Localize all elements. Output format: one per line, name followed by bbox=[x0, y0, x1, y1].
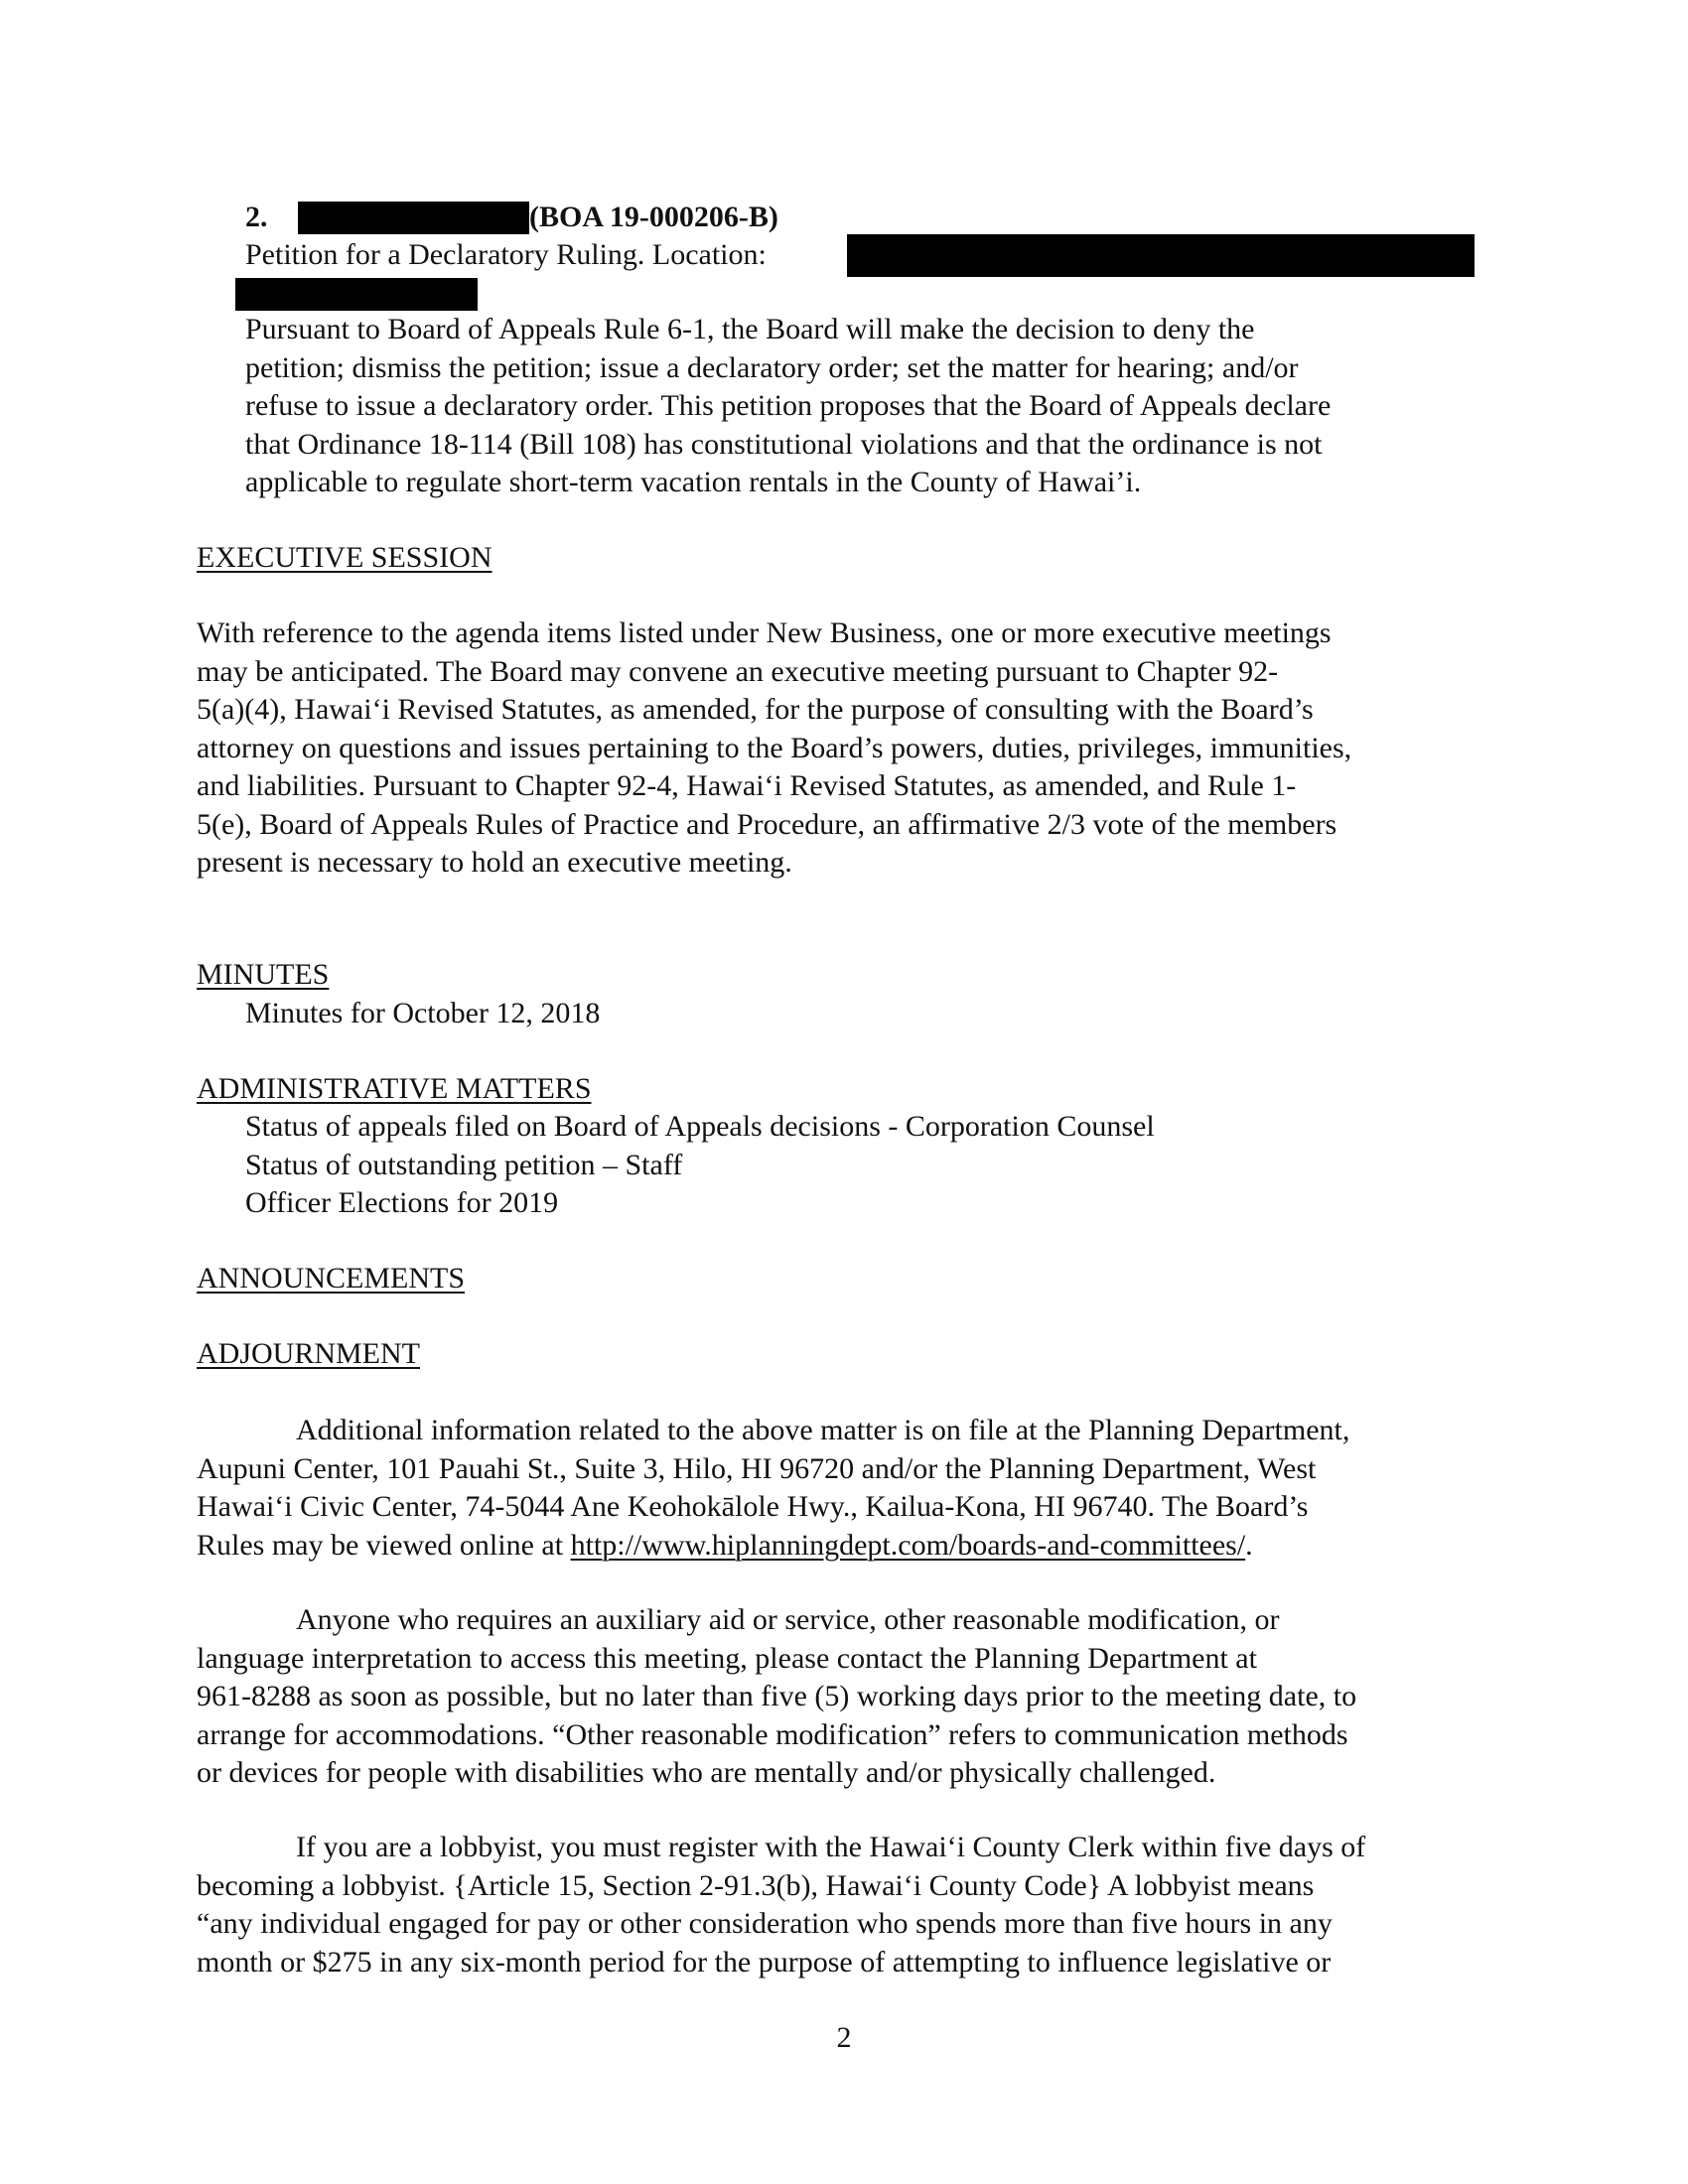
text-line: Aupuni Center, 101 Pauahi St., Suite 3, Hilo, HI 96720 and/or the Planning Department, West bbox=[197, 1451, 1317, 1485]
list-item: Status of appeals filed on Board of Appeals decisions - Corporation Counsel bbox=[245, 1110, 1155, 1143]
item-number: 2. bbox=[245, 201, 268, 233]
administrative-matters-heading: ADMINISTRATIVE MATTERS bbox=[197, 1072, 592, 1105]
text-line: With reference to the agenda items listed under New Business, one or more executive meetings bbox=[197, 616, 1332, 649]
redaction-bar bbox=[298, 202, 529, 234]
text-line: Pursuant to Board of Appeals Rule 6-1, the Board will make the decision to deny the bbox=[245, 313, 1255, 345]
petition-label: Petition for a Declaratory Ruling. Location: bbox=[245, 238, 767, 271]
accommodation-paragraph bbox=[197, 1601, 1356, 1793]
text-line: refuse to issue a declaratory order. This petition proposes that the Board of Appeals declare bbox=[245, 389, 1332, 422]
text-line: arrange for accommodations. “Other reasonable modification” refers to communication methods bbox=[197, 1717, 1348, 1751]
text-line: language interpretation to access this meeting, please contact the Planning Department at bbox=[197, 1641, 1257, 1675]
text-line: “any individual engaged for pay or other consideration who spends more than five hours in any bbox=[197, 1907, 1333, 1940]
redaction-bar bbox=[847, 234, 1475, 277]
case-id: (BOA 19-000206-B) bbox=[529, 201, 778, 233]
executive-session-text bbox=[197, 614, 1351, 883]
lobbyist-paragraph bbox=[197, 1829, 1365, 1981]
info-paragraph bbox=[197, 1412, 1349, 1565]
text-line: Hawai‘i Civic Center, 74-5044 Ane Keohokālole Hwy., Kailua-Kona, HI 96740. The Board’s bbox=[197, 1490, 1309, 1523]
text-line: 961-8288 as soon as possible, but no later than five (5) working days prior to the meeting date, to bbox=[197, 1680, 1357, 1712]
text-line: 5(e), Board of Appeals Rules of Practice and Procedure, an affirmative 2/3 vote of the members bbox=[197, 807, 1337, 841]
text-line: and liabilities. Pursuant to Chapter 92-4, Hawai‘i Revised Statutes, as amended, and Rule 1- bbox=[197, 769, 1297, 802]
item-description bbox=[245, 311, 1331, 502]
minutes-item: Minutes for October 12, 2018 bbox=[245, 997, 601, 1029]
text-line bbox=[197, 1527, 1349, 1566]
text-line: attorney on questions and issues pertaining to the Board’s powers, duties, privileges, immunities, bbox=[197, 731, 1352, 764]
text-line: Anyone who requires an auxiliary aid or service, other reasonable modification, or bbox=[296, 1603, 1280, 1636]
text-line: present is necessary to hold an executive meeting. bbox=[197, 846, 792, 879]
text-line: or devices for people with disabilities who are mentally and/or physically challenged. bbox=[197, 1756, 1216, 1789]
adjournment-heading: ADJOURNMENT bbox=[197, 1337, 420, 1370]
list-item: Status of outstanding petition – Staff bbox=[245, 1148, 683, 1181]
text-line: applicable to regulate short-term vacation rentals in the County of Hawai’i. bbox=[245, 466, 1142, 498]
text-line: petition; dismiss the petition; issue a declaratory order; set the matter for hearing; and/or bbox=[245, 350, 1299, 384]
text-line: becoming a lobbyist. {Article 15, Section 2-91.3(b), Hawai‘i County Code} A lobbyist means bbox=[197, 1868, 1315, 1902]
text-line: may be anticipated. The Board may convene an executive meeting pursuant to Chapter 92- bbox=[197, 654, 1279, 688]
text-line: Additional information related to the above matter is on file at the Planning Department, bbox=[296, 1414, 1350, 1446]
text-line: month or $275 in any six-month period for the purpose of attempting to influence legislative or bbox=[197, 1945, 1332, 1979]
text-line: that Ordinance 18-114 (Bill 108) has constitutional violations and that the ordinance is not bbox=[245, 427, 1323, 461]
text-fragment: Rules may be viewed online at bbox=[197, 1528, 571, 1562]
text-line: 5(a)(4), Hawai‘i Revised Statutes, as amended, for the purpose of consulting with the Board’s bbox=[197, 693, 1314, 726]
list-item: Officer Elections for 2019 bbox=[245, 1186, 559, 1219]
announcements-heading: ANNOUNCEMENTS bbox=[197, 1262, 465, 1295]
minutes-heading: MINUTES bbox=[197, 958, 330, 991]
text-fragment: . bbox=[1245, 1528, 1253, 1562]
executive-session-heading: EXECUTIVE SESSION bbox=[197, 541, 492, 574]
planning-dept-link[interactable]: http://www.hiplanningdept.com/boards-and-committees/ bbox=[570, 1528, 1246, 1562]
page-number: 2 bbox=[836, 2021, 852, 2054]
text-line: If you are a lobbyist, you must register with the Hawai‘i County Clerk within five days of bbox=[296, 1831, 1366, 1863]
redaction-bar bbox=[235, 278, 478, 311]
administrative-matters-list bbox=[245, 1108, 1155, 1223]
